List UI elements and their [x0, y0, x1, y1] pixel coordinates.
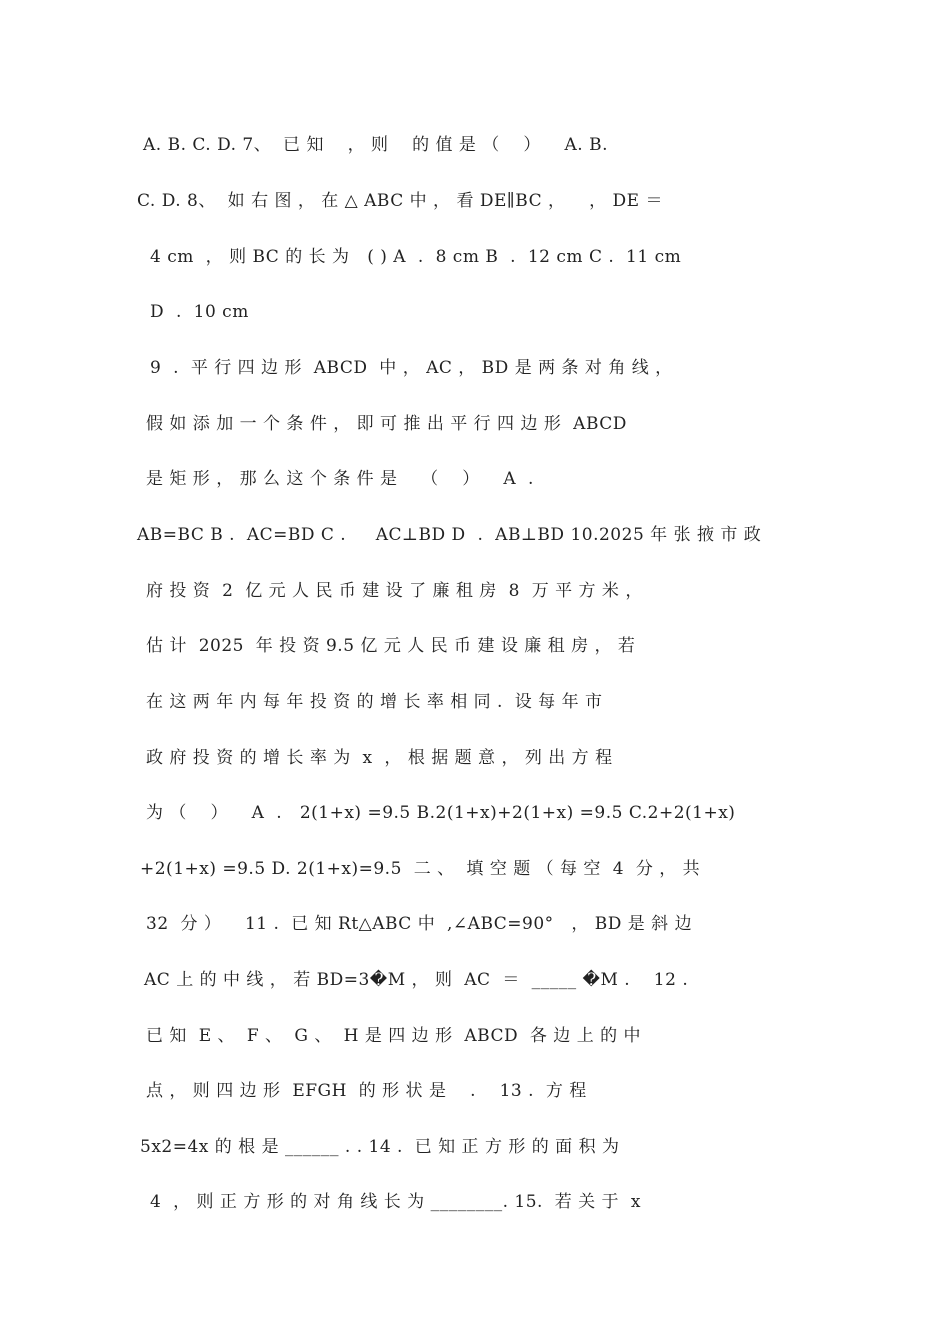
text-line-9: 府 投 资 2 亿 元 人 民 币 建 设 了 廉 租 房 8 万 平 方 米 ， — [146, 581, 643, 601]
text-line-12: 政 府 投 资 的 增 长 率 为 x ， 根 据 题 意 ， 列 出 方 程 — [146, 748, 613, 768]
text-line-11: 在 这 两 年 内 每 年 投 资 的 增 长 率 相 同 . 设 每 年 市 — [146, 692, 603, 712]
text-line-16: AC 上 的 中 线 ， 若 BD=3�M ， 则 AC ＝ _____ �M . 12 . — [144, 970, 689, 990]
text-line-3: 4 cm ， 则 BC 的 长 为 ( ) A . 8 cm B . 12 cm C . 11 cm — [150, 247, 682, 267]
text-line-7: 是 矩 形 ， 那 么 这 个 条 件 是 （ ） A . — [146, 469, 534, 489]
text-line-2: C. D. 8、 如 右 图 ， 在 △ ABC 中 ， 看 DE∥BC ， ， DE ＝ — [137, 191, 663, 211]
text-line-17: 已 知 E 、 F 、 G 、 H 是 四 边 形 ABCD 各 边 上 的 中 — [146, 1026, 642, 1046]
text-line-13: 为 （ ） A . 2(1+x) =9.5 B.2(1+x)+2(1+x) =9.5 C.2+2(1+x) — [146, 803, 736, 823]
text-line-8: AB=BC B . AC=BD C . AC⊥BD D . AB⊥BD 10.2025 年 张 掖 市 政 — [137, 525, 762, 545]
text-line-20: 4 ， 则 正 方 形 的 对 角 线 长 为 ________. 15. 若 关 于 x — [150, 1192, 641, 1212]
text-line-14: +2(1+x) =9.5 D. 2(1+x)=9.5 二 、 填 空 题 （ 每 空 4 分 ， 共 — [140, 859, 701, 879]
text-line-18: 点 ， 则 四 边 形 EFGH 的 形 状 是 . 13 . 方 程 — [146, 1081, 587, 1101]
text-line-1: A. B. C. D. 7、 已 知 ， 则 的 值 是 （ ） A. B. — [143, 135, 609, 155]
text-line-19: 5x2=4x 的 根 是 ______ . . 14 . 已 知 正 方 形 的 面 积 为 — [140, 1137, 620, 1157]
text-line-6: 假 如 添 加 一 个 条 件 ， 即 可 推 出 平 行 四 边 形 ABCD — [146, 414, 627, 434]
text-line-15: 32 分 ） 11 . 已 知 Rt△ABC 中 ,∠ABC=90° ， BD 是 斜 边 — [146, 914, 693, 934]
text-line-4: D . 10 cm — [150, 302, 249, 322]
text-line-10: 估 计 2025 年 投 资 9.5 亿 元 人 民 币 建 设 廉 租 房 ， 若 — [146, 636, 636, 656]
text-line-5: 9 . 平 行 四 边 形 ABCD 中 ， AC ， BD 是 两 条 对 角 线 ， — [150, 358, 673, 378]
